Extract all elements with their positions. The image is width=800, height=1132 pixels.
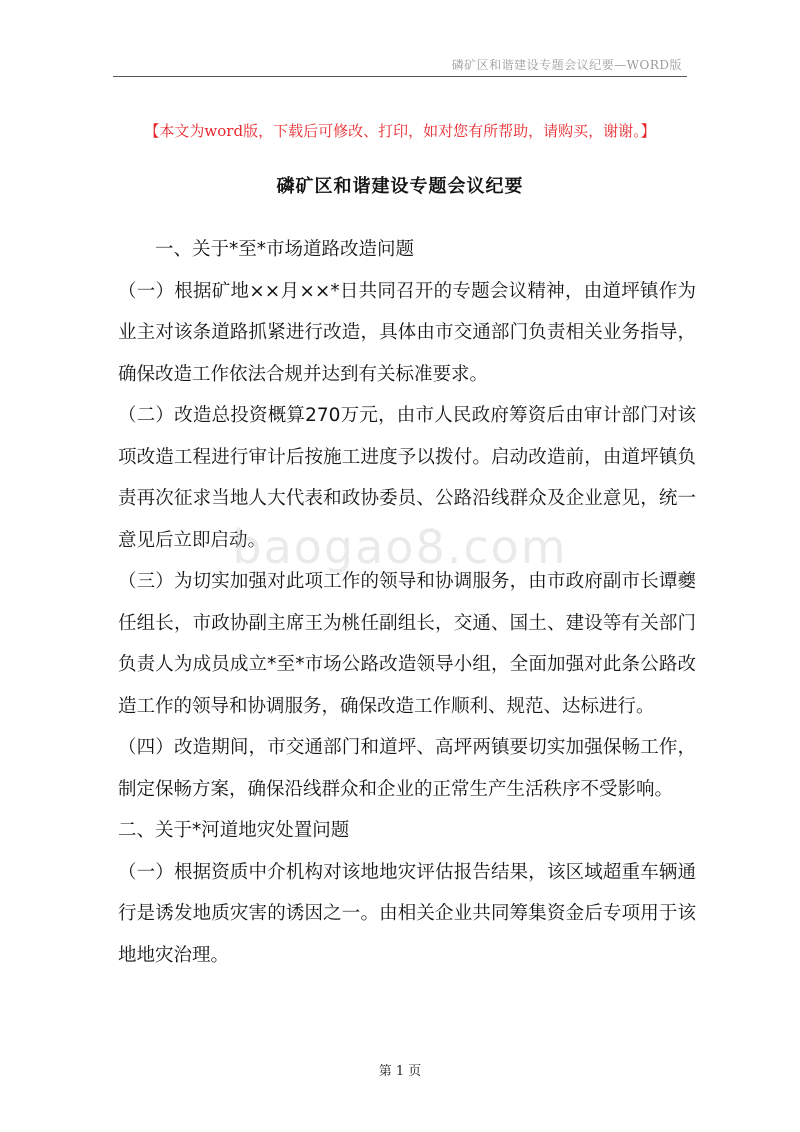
watermark: baogao8.com [232, 520, 568, 574]
paragraph: （二）改造总投资概算270万元，由市人民政府筹资后由审计部门对该项改造工程进行审计后按施工进度予以拨付。启动改造前，由道坪镇负责再次征求当地人大代表和政协委员、公路沿线群众及企业意见，统一意见后立即启动。 [118, 405, 696, 551]
section-heading: 一、关于*至*市场道路改造问题 [155, 239, 415, 260]
paragraph: （一）根据资质中介机构对该地地灾评估报告结果，该区域超重车辆通行是诱发地质灾害的诱因之一。由相关企业共同筹集资金后专项用于该地地灾治理。 [118, 861, 696, 966]
page-number: 第 1 页 [378, 1064, 422, 1079]
purchase-notice: 【本文为word版，下载后可修改、打印，如对您有所帮助，请购买，谢谢。】 [144, 122, 656, 140]
paragraph: （一）根据矿地××月××*日共同召开的专题会议精神，由道坪镇作为业主对该条道路抓紧进行改造，具体由市交通部门负责相关业务指导，确保改造工作依法合规并达到有关标准要求。 [118, 280, 696, 385]
paragraph: （四）改造期间，市交通部门和道坪、高坪两镇要切实加强保畅工作，制定保畅方案，确保沿线群众和企业的正常生产生活秩序不受影响。 [118, 737, 696, 800]
paragraph: （三）为切实加强对此项工作的领导和协调服务，由市政府副市长谭夔任组长，市政协副主席王为桃任副组长，交通、国土、建设等有关部门负责人为成员成立*至*市场公路改造领导小组，全面加强对此条公路改造工作的领导和协调服务，确保改造工作顺利、规范、达标进行。 [118, 571, 696, 717]
section-heading: 二、关于*河道地灾处置问题 [118, 820, 350, 841]
document-title: 磷矿区和谐建设专题会议纪要 [276, 176, 524, 197]
document-body [118, 229, 696, 976]
running-header: 磷矿区和谐建设专题会议纪要—WORD版 [451, 58, 682, 72]
header-divider [113, 76, 687, 77]
